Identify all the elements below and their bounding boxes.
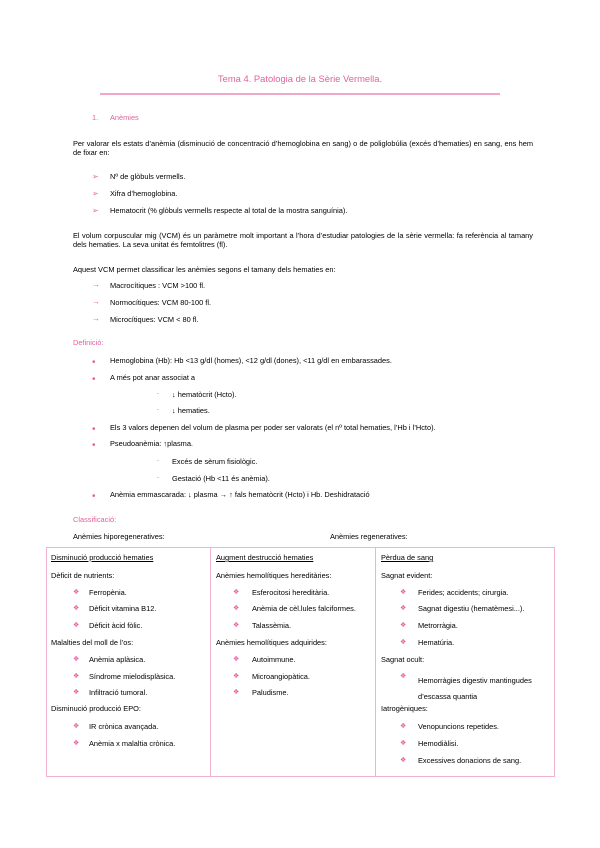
- section-title: Anèmies: [110, 113, 139, 122]
- group-title: Iatrogèniques:: [381, 704, 428, 713]
- table-column-divider: [375, 547, 376, 777]
- group-title: Disminució producció EPO:: [51, 704, 141, 713]
- arrowhead-icon: ➢: [92, 206, 99, 215]
- vcm-paragraph: El volum corpuscular mig (VCM) és un paràmetre molt important a l’hora d’estudiar patologies de la sèrie vermella: fa referència al tamany dels hematies. La seva unitat és femtolitres (fl).: [73, 231, 533, 249]
- diamond-bullet-icon: ❖: [73, 689, 80, 696]
- diamond-bullet-icon: ❖: [233, 656, 240, 663]
- definicio-sub-item: Excés de sèrum fisiològic.: [172, 457, 258, 466]
- group-title: Sagnat ocult:: [381, 655, 425, 664]
- intro-item: Hematocrit (% glòbuls vermells respecte al total de la mostra sanguínia).: [110, 206, 348, 215]
- definicio-sub-item: ↓ hematòcrit (Hcto).: [172, 390, 237, 399]
- diamond-bullet-icon: ❖: [73, 723, 80, 730]
- bullet-icon: •: [92, 491, 96, 502]
- group-title: Malalties del moll de l’os:: [51, 638, 134, 647]
- diamond-bullet-icon: ❖: [233, 622, 240, 629]
- table-item: Anèmia x malaltia crònica.: [89, 739, 176, 748]
- definicio-heading: Definició:: [73, 338, 104, 347]
- table-item: Talassèmia.: [252, 621, 292, 630]
- diamond-bullet-icon: ❖: [73, 656, 80, 663]
- vcm-item: Macrocítiques : VCM >100 fl.: [110, 281, 206, 290]
- column-header: Disminució producció hematies: [51, 553, 154, 562]
- table-item: Hematúria.: [418, 638, 455, 647]
- table-item: Ferropènia.: [89, 588, 127, 597]
- table-item: Dèficit vitamina B12.: [89, 604, 157, 613]
- diamond-bullet-icon: ❖: [73, 622, 80, 629]
- group-title: Sagnat evident:: [381, 571, 433, 580]
- definicio-bullet: Pseudoanèmia: ↑plasma.: [110, 439, 193, 448]
- section-number: 1.: [92, 113, 99, 122]
- table-item: IR crònica avançada.: [89, 722, 159, 731]
- table-item: Autoimmune.: [252, 655, 296, 664]
- table-item: Síndrome mielodisplàsica.: [89, 672, 176, 681]
- diamond-bullet-icon: ❖: [400, 740, 407, 747]
- classificacio-heading: Classificació:: [73, 515, 117, 524]
- bullet-icon: •: [92, 357, 96, 368]
- intro-item: Nº de glòbuls vermells.: [110, 172, 186, 181]
- diamond-bullet-icon: ❖: [400, 589, 407, 596]
- column-header: Pèrdua de sang: [381, 553, 434, 562]
- vcm-item: Microcítiques: VCM < 80 fl.: [110, 315, 199, 324]
- table-item: Metrorràgia.: [418, 621, 458, 630]
- sub-bullet-icon: ·: [157, 391, 159, 397]
- diamond-bullet-icon: ❖: [400, 723, 407, 730]
- regeneratives-label: Anèmies regeneratives:: [330, 532, 408, 541]
- bullet-icon: •: [92, 374, 96, 385]
- title-divider: [100, 93, 500, 95]
- intro-item: Xifra d’hemoglobina.: [110, 189, 178, 198]
- diamond-bullet-icon: ❖: [400, 605, 407, 612]
- table-column-divider: [210, 547, 211, 777]
- page-title: Tema 4. Patologia de la Sèrie Vermella.: [217, 73, 383, 84]
- bullet-icon: •: [92, 424, 96, 435]
- table-item: Anèmia aplàsica.: [89, 655, 146, 664]
- table-item: Sagnat digestiu (hematèmesi...).: [418, 604, 525, 613]
- table-item: Ferides; accidents; cirurgia.: [418, 588, 509, 597]
- arrow-right-icon: →: [92, 314, 100, 323]
- definicio-bullet: Hemoglobina (Hb): Hb <13 g/dl (homes), <12 g/dl (dones), <11 g/dl en embarassades.: [110, 356, 392, 365]
- group-title: Anèmies hemolítiques adquirides:: [216, 638, 327, 647]
- definicio-sub-item: ↓ hematies.: [172, 406, 210, 415]
- diamond-bullet-icon: ❖: [400, 673, 407, 680]
- table-item: Paludisme.: [252, 688, 289, 697]
- column-header: Augment destrucció hematies: [216, 553, 314, 562]
- sub-bullet-icon: ·: [157, 407, 159, 413]
- table-item: Esferocitosi hereditària.: [252, 588, 330, 597]
- arrowhead-icon: ➢: [92, 172, 99, 181]
- table-item: Venopuncions repetides.: [418, 722, 499, 731]
- diamond-bullet-icon: ❖: [400, 622, 407, 629]
- table-item: Hemorràgies digestiv mantingudes d’escassa quantia: [418, 676, 532, 701]
- definicio-bullet: A més pot anar associat a: [110, 373, 196, 382]
- vcm-item: Normocítiques: VCM 80-100 fl.: [110, 298, 212, 307]
- diamond-bullet-icon: ❖: [400, 757, 407, 764]
- diamond-bullet-icon: ❖: [73, 605, 80, 612]
- arrow-right-icon: →: [92, 297, 100, 306]
- definicio-sub-item: Gestació (Hb <11 és anèmia).: [172, 474, 270, 483]
- sub-bullet-icon: ·: [157, 475, 159, 481]
- hiporegeneratives-label: Anèmies hiporegeneratives:: [73, 532, 165, 541]
- diamond-bullet-icon: ❖: [233, 605, 240, 612]
- arrow-right-icon: →: [92, 280, 100, 289]
- table-item: Hemodiàlisi.: [418, 739, 459, 748]
- diamond-bullet-icon: ❖: [73, 673, 80, 680]
- definicio-bullet: Anèmia emmascarada: ↓ plasma → ↑ fals hematòcrit (Hcto) i Hb. Deshidratació: [110, 490, 370, 499]
- diamond-bullet-icon: ❖: [400, 639, 407, 646]
- diamond-bullet-icon: ❖: [233, 673, 240, 680]
- table-item: Dèficit àcid fòlic.: [89, 621, 143, 630]
- table-item: Infiltració tumoral.: [89, 688, 148, 697]
- definicio-bullet: Els 3 valors depenen del volum de plasma per poder ser valorats (el nº total hematies, l’Hb i l’Hcto).: [110, 423, 436, 432]
- intro-paragraph: Per valorar els estats d’anèmia (disminució de concentració d’hemoglobina en sang) o de poliglobúlia (excés d’hematies) en sang, ens hem de fixar en:: [73, 139, 533, 157]
- table-item: Anèmia de cèl.lules falciformes.: [252, 604, 356, 613]
- arrowhead-icon: ➢: [92, 189, 99, 198]
- diamond-bullet-icon: ❖: [233, 589, 240, 596]
- table-item: Microangiopàtica.: [252, 672, 310, 681]
- diamond-bullet-icon: ❖: [73, 589, 80, 596]
- vcm-classification-intro: Aquest VCM permet classificar les anèmies segons el tamany dels hematies en:: [73, 265, 336, 274]
- diamond-bullet-icon: ❖: [73, 740, 80, 747]
- table-item: Excessives donacions de sang.: [418, 756, 522, 765]
- sub-bullet-icon: ·: [157, 458, 159, 464]
- group-title: Dèficit de nutrients:: [51, 571, 115, 580]
- bullet-icon: •: [92, 440, 96, 451]
- diamond-bullet-icon: ❖: [233, 689, 240, 696]
- group-title: Anèmies hemolítiques hereditàries:: [216, 571, 332, 580]
